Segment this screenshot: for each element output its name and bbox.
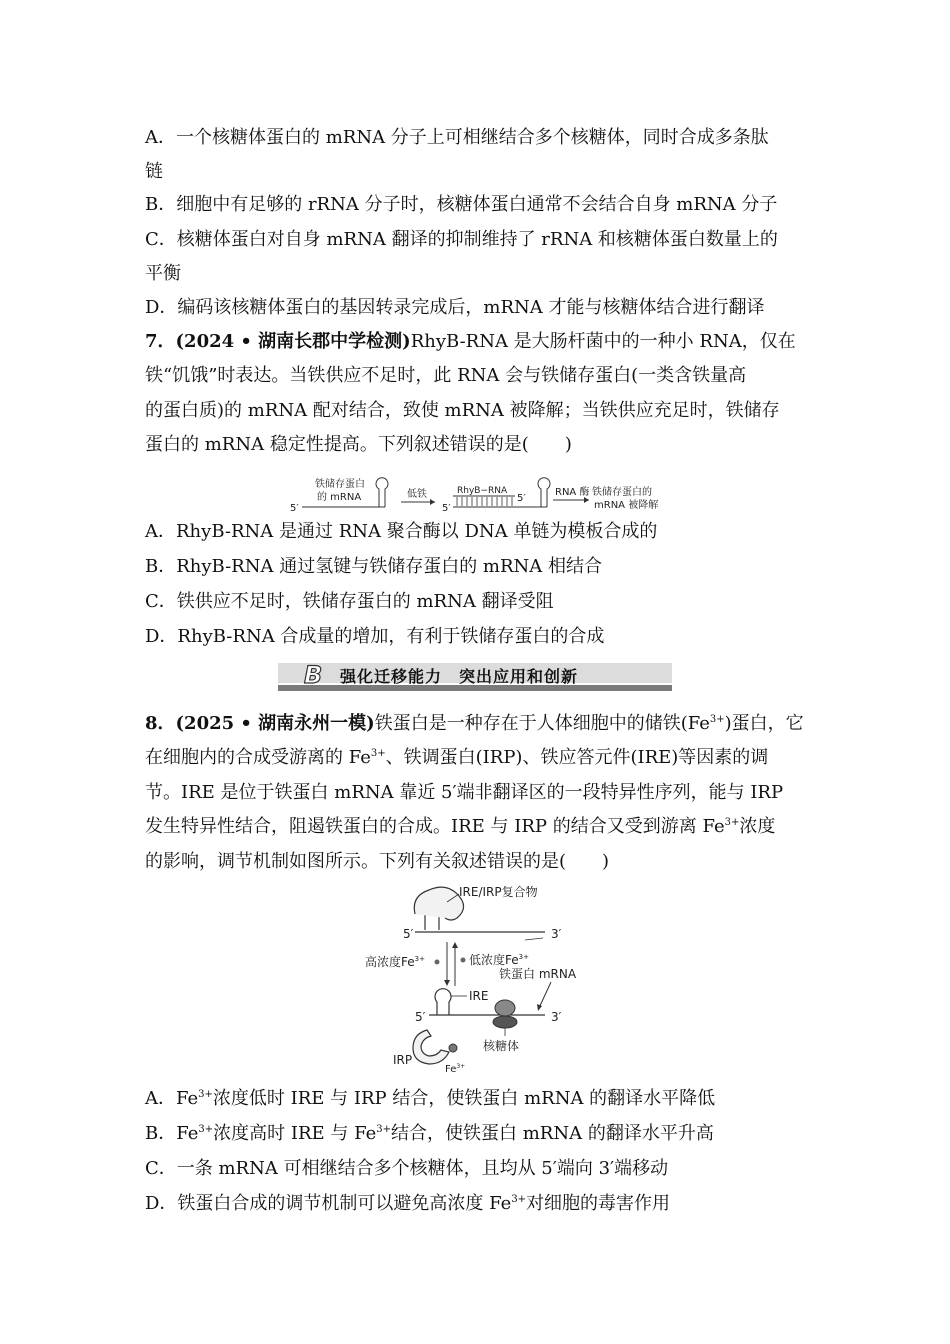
q7-fig-result-b: mRNA 被降解 (594, 500, 659, 511)
q7-option-b: B．RhyB-RNA 通过氢键与铁储存蛋白的 mRNA 相结合 (145, 556, 603, 577)
q8-fig-ribosome-label: 核糖体 (483, 1039, 520, 1053)
q8-fig-complex-label: IRE/IRP复合物 (459, 885, 538, 899)
q8-option-a-p2: 浓度低时 IRE 与 IRP 结合，使铁蛋白 mRNA 的翻译水平降低 (212, 1088, 716, 1109)
q8-option-a-p1: A．Fe (145, 1088, 199, 1109)
q8-option-b-p2: 浓度高时 IRE 与 Fe (213, 1123, 377, 1144)
q7-stem-line2: 铁“饥饿”时表达。当铁供应不足时，此 RNA 会与铁储存蛋白(一类含铁量高 (145, 365, 747, 386)
q8-fig-ire-bottom (435, 989, 451, 1015)
q8-fig-irp-top (414, 887, 463, 920)
q8-fig-3prime-top: 3′ (551, 927, 562, 941)
q8-fig-fe-bound (449, 1044, 457, 1052)
q8-stem4-a: 发生特异性结合，阻遏铁蛋白的合成。IRE 与 IRP 的结合又受到游离 Fe (145, 816, 725, 837)
q8-sup: 3+ (198, 1124, 214, 1135)
q8-fig-mrna-pointer-head (537, 1004, 542, 1011)
q8-sup: 3+ (376, 1124, 392, 1135)
q8-stem-line4 (145, 815, 775, 839)
q7-option-d: D．RhyB-RNA 合成量的增加，有利于铁储存蛋白的合成 (145, 626, 605, 647)
q8-sup: 3+ (370, 748, 386, 759)
q7-fig-hairpin2 (538, 478, 550, 507)
q7-stem-text: RhyB-RNA 是大肠杆菌中的一种小 RNA，仅在 (410, 331, 796, 352)
q8-option-b-p3: 结合，使铁蛋白 mRNA 的翻译水平升高 (391, 1123, 714, 1144)
q8-fig-arrow-down-head (444, 980, 450, 986)
q8-source: (2025 • 湖南永州一模) (175, 713, 375, 734)
q8-stem-text-a: 铁蛋白是一种存在于人体细胞中的储铁(Fe (374, 713, 710, 734)
q8-fig-5prime-bottom: 5′ (415, 1010, 426, 1024)
q8-fig-high-label (365, 954, 425, 969)
q6-option-c-line2: 平衡 (145, 263, 181, 284)
q8-figure (355, 880, 615, 1076)
q8-stem-line1 (145, 712, 804, 736)
q8-option-d (145, 1192, 670, 1216)
q8-stem-text-b: )蛋白，它 (724, 713, 804, 734)
q7-fig-arrow1-head (430, 499, 435, 505)
q8-option-d-p2: 对细胞的毒害作用 (526, 1193, 671, 1214)
q8-fig-high-text: 高浓度Fe (365, 955, 415, 969)
q8-fig-fe-label (445, 1063, 465, 1075)
q8-fig-irp-label: IRP (393, 1053, 413, 1067)
q8-stem4-b: 浓度 (739, 816, 776, 837)
q8-fig-high-sup: 3+ (414, 955, 425, 963)
q8-fig-fe-dot-high (435, 960, 440, 965)
q7-fig-arrow2-label: RNA 酶 (555, 487, 590, 498)
q6-option-d: D．编码该核糖体蛋白的基因转录完成后，mRNA 才能与核糖体结合进行翻译 (145, 297, 765, 318)
q7-fig-5prime-3: 5′ (517, 493, 526, 504)
q8-option-b-p1: B．Fe (145, 1123, 199, 1144)
q8-number: 8． (145, 713, 176, 734)
q7-fig-5prime-2: 5′ (442, 503, 451, 514)
q8-fig-mrna-label: 铁蛋白 mRNA (499, 967, 577, 981)
q7-fig-hydrogen-bonds (457, 497, 512, 506)
q8-sup: 3+ (511, 1194, 527, 1205)
q7-number: 7． (145, 331, 176, 352)
q7-stem-line3: 的蛋白质)的 mRNA 配对结合，致使 mRNA 被降解；当铁供应充足时，铁储存 (145, 400, 780, 421)
q8-fig-low-label (469, 952, 529, 967)
q7-fig-rhyb-label: RhyB−RNA (457, 486, 508, 496)
q8-option-d-p1: D．铁蛋白合成的调节机制可以避免高浓度 Fe (145, 1193, 512, 1214)
q8-sup: 3+ (724, 817, 740, 828)
q7-stem-line4: 蛋白的 mRNA 稳定性提高。下列叙述错误的是( ) (145, 434, 572, 455)
q8-option-a (145, 1087, 715, 1111)
q8-option-c: C．一条 mRNA 可相继结合多个核糖体，且均从 5′端向 3′端移动 (145, 1158, 669, 1179)
q8-fig-ribosome-small (493, 1016, 517, 1028)
section-letter-logo: B (304, 661, 323, 689)
q8-stem-line5: 的影响，调节机制如图所示。下列有关叙述错误的是( ) (145, 851, 610, 872)
q8-fig-5prime-top: 5′ (403, 927, 414, 941)
section-title: 强化迁移能力 突出应用和创新 (340, 667, 579, 686)
q8-fig-fe-dot-low (461, 958, 466, 963)
q6-option-a-line2: 链 (145, 161, 163, 182)
q6-option-b: B．细胞中有足够的 rRNA 分子时，核糖体蛋白通常不会结合自身 mRNA 分子 (145, 194, 778, 215)
q7-source: (2024 • 湖南长郡中学检测) (175, 331, 411, 352)
q8-option-b (145, 1122, 714, 1146)
q8-fig-mrna-top-pointer (525, 938, 543, 940)
q7-fig-result-a: 铁储存蛋白的 (592, 487, 652, 498)
q8-stem2-a: 在细胞内的合成受游离的 Fe (145, 747, 371, 768)
q8-fig-low-text: 低浓度Fe (469, 953, 519, 967)
q7-option-a: A．RhyB-RNA 是通过 RNA 聚合酶以 DNA 单链为模板合成的 (145, 521, 658, 542)
q7-figure (285, 465, 685, 517)
q8-fig-fe-text: Fe (445, 1064, 457, 1075)
q7-fig-hairpin1 (376, 478, 388, 507)
q7-fig-label1a: 铁储存蛋白 (315, 479, 365, 490)
q8-fig-fe-sup: 3+ (456, 1063, 466, 1070)
q8-fig-arrow-up-head (452, 942, 458, 948)
q6-option-c-line1: C．核糖体蛋白对自身 mRNA 翻译的抑制维持了 rRNA 和核糖体蛋白数量上的 (145, 229, 778, 250)
q7-fig-5prime-1: 5′ (290, 503, 299, 514)
q8-sup: 3+ (709, 714, 725, 725)
q8-fig-ribosome-large (495, 1000, 515, 1016)
q6-option-a-line1: A．一个核糖体蛋白的 mRNA 分子上可相继结合多个核糖体，同时合成多条肽 (145, 127, 769, 148)
q7-fig-label1b: 的 mRNA (317, 492, 362, 503)
q8-stem-line2 (145, 746, 768, 770)
q7-option-c: C．铁供应不足时，铁储存蛋白的 mRNA 翻译受阻 (145, 591, 554, 612)
q8-fig-3prime-bottom: 3′ (551, 1010, 562, 1024)
q8-fig-mrna-pointer (539, 982, 551, 1008)
q7-stem-line1 (145, 330, 796, 354)
q8-stem2-b: 、铁调蛋白(IRP)、铁应答元件(IRE)等因素的调 (385, 747, 769, 768)
q8-sup: 3+ (198, 1089, 213, 1100)
q8-stem-line3: 节。IRE 是位于铁蛋白 mRNA 靠近 5′端非翻译区的一段特异性序列，能与 IRP (145, 782, 784, 803)
q8-fig-low-sup: 3+ (518, 953, 529, 961)
q7-fig-arrow1-label: 低铁 (407, 489, 427, 500)
q8-fig-ire-label: IRE (469, 989, 489, 1003)
q8-fig-irp-bottom (413, 1030, 449, 1064)
